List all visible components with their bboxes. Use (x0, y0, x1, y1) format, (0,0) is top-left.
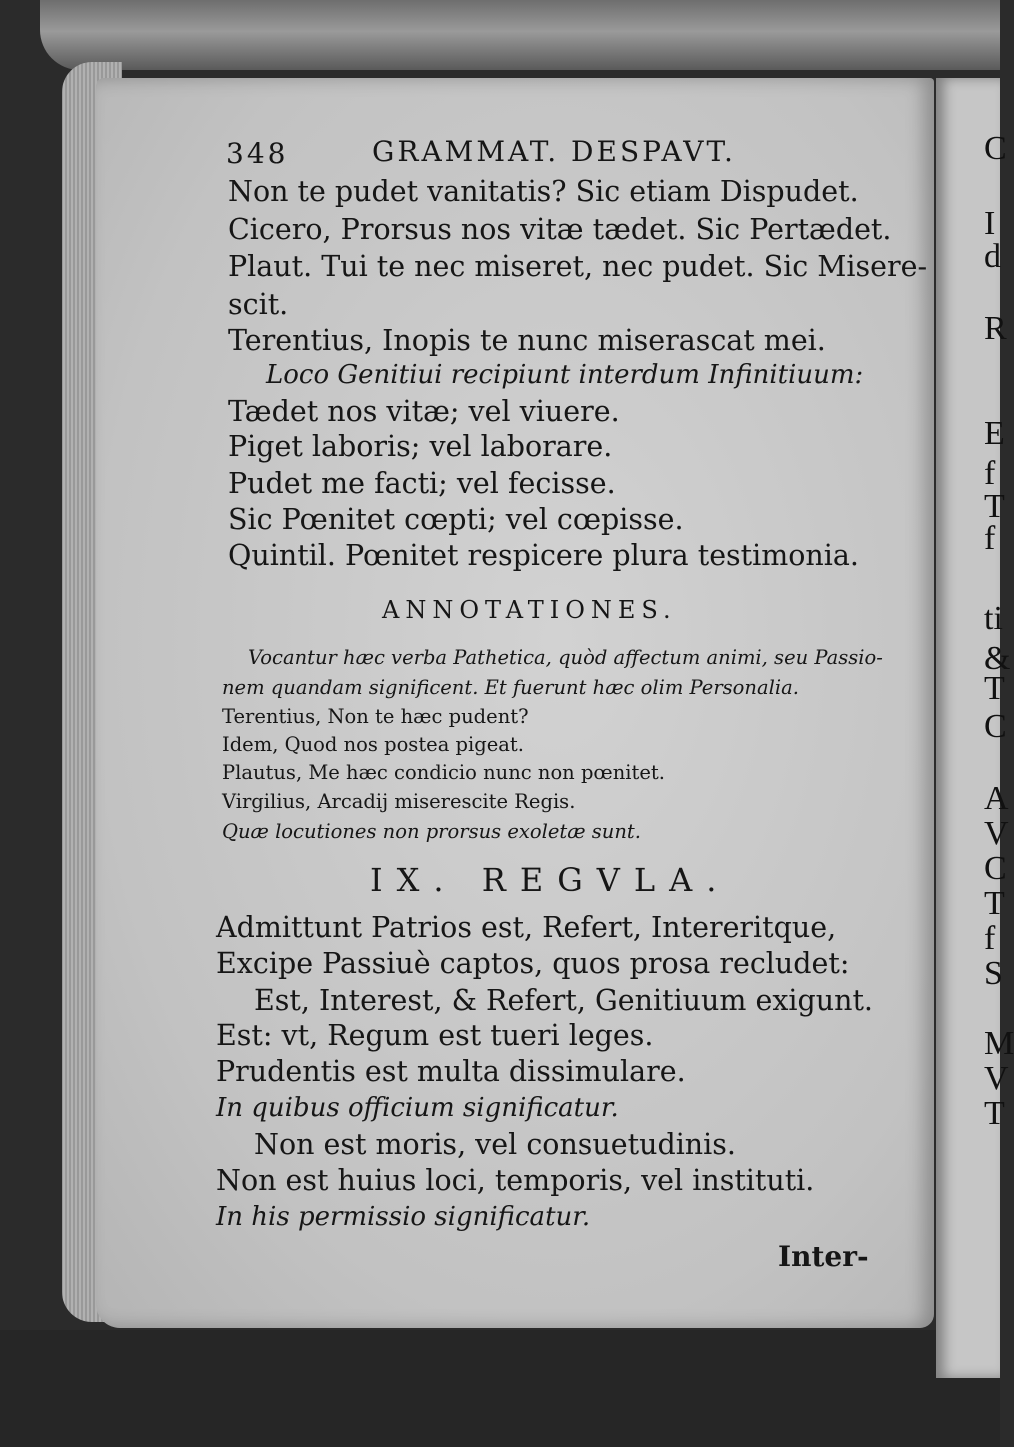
facing-page-char: V (984, 815, 1009, 852)
text-line: Pudet me facti; vel fecisse. (228, 467, 616, 500)
facing-page-char: E (984, 415, 1005, 452)
facing-page (936, 78, 1014, 1378)
facing-page-char: T (984, 885, 1005, 922)
verse-line: Est, Interest, & Refert, Genitiuum exigunt. (254, 984, 873, 1017)
facing-page-char: C (984, 130, 1007, 167)
text-line: Non est moris, vel consuetudinis. (254, 1128, 736, 1161)
annotationes-heading: ANNOTATIONES. (382, 596, 677, 624)
page-number: 348 (226, 137, 289, 170)
annotation-line: Plautus, Me hæc condicio nunc non pœnitet. (222, 761, 665, 784)
text-line: In quibus officium significatur. (216, 1093, 619, 1123)
facing-page-char: S (984, 955, 1003, 992)
running-title: GRAMMAT. DESPAVT. (372, 135, 736, 168)
text-line: Sic Pœnitet cœpti; vel cœpisse. (228, 503, 684, 536)
text-line: Piget laboris; vel laborare. (228, 430, 613, 463)
text-line: Loco Genitiui recipiunt interdum Infinitiuum: (266, 360, 864, 390)
facing-page-char: f (984, 520, 996, 557)
annotation-line: Idem, Quod nos postea pigeat. (222, 733, 524, 756)
facing-page-char: f (984, 455, 996, 492)
facing-page-char: d (984, 238, 1001, 275)
facing-page-char: R (984, 310, 1007, 347)
facing-page-char: C (984, 708, 1007, 745)
text-line: Prudentis est multa dissimulare. (216, 1055, 686, 1088)
facing-page-char: A (984, 780, 1009, 817)
facing-page-char: T (984, 1095, 1005, 1132)
facing-page-char: f (984, 920, 996, 957)
verse-line: Excipe Passiuè captos, quos prosa recludet: (216, 947, 850, 980)
text-line: Cicero, Prorsus nos vitæ tædet. Sic Pertædet. (228, 213, 892, 246)
text-line: Est: vt, Regum est tueri leges. (216, 1019, 654, 1052)
text-line: Terentius, Inopis te nunc miserascat mei. (228, 324, 826, 357)
text-line: scit. (228, 288, 289, 321)
text-line: In his permissio significatur. (216, 1202, 591, 1232)
facing-page-char: V (984, 1060, 1009, 1097)
facing-page-char: & (984, 640, 1011, 677)
facing-page-char: ti (984, 600, 1003, 637)
annotation-line: Vocantur hæc verba Pathetica, quòd affectum animi, seu Passio- (248, 646, 883, 669)
text-line: Plaut. Tui te nec miseret, nec pudet. Sic Misere- (228, 250, 928, 283)
verse-line: Admittunt Patrios est, Refert, Intereritque, (216, 911, 837, 944)
annotation-line: Terentius, Non te hæc pudent? (222, 705, 529, 728)
book-binding (40, 0, 1000, 70)
regula-heading: IX. REGVLA. (370, 861, 731, 899)
annotation-line: Virgilius, Arcadij miserescite Regis. (222, 790, 576, 813)
annotation-line: Quæ locutiones non prorsus exoletæ sunt. (222, 820, 641, 843)
text-line: Non est huius loci, temporis, vel instituti. (216, 1164, 815, 1197)
facing-page-char: T (984, 488, 1005, 525)
background-surface (0, 1330, 1000, 1447)
facing-page-char: T (984, 670, 1005, 707)
text-line: Quintil. Pœnitet respicere plura testimonia. (228, 539, 859, 572)
text-line: Non te pudet vanitatis? Sic etiam Dispudet. (228, 175, 859, 208)
facing-page-char: C (984, 850, 1007, 887)
facing-page-char: M (984, 1025, 1014, 1062)
catchword: Inter- (778, 1240, 869, 1273)
text-line: Tædet nos vitæ; vel viuere. (228, 395, 620, 428)
annotation-line: nem quandam significent. Et fuerunt hæc olim Personalia. (222, 676, 799, 699)
facing-page-char: I (984, 205, 996, 242)
